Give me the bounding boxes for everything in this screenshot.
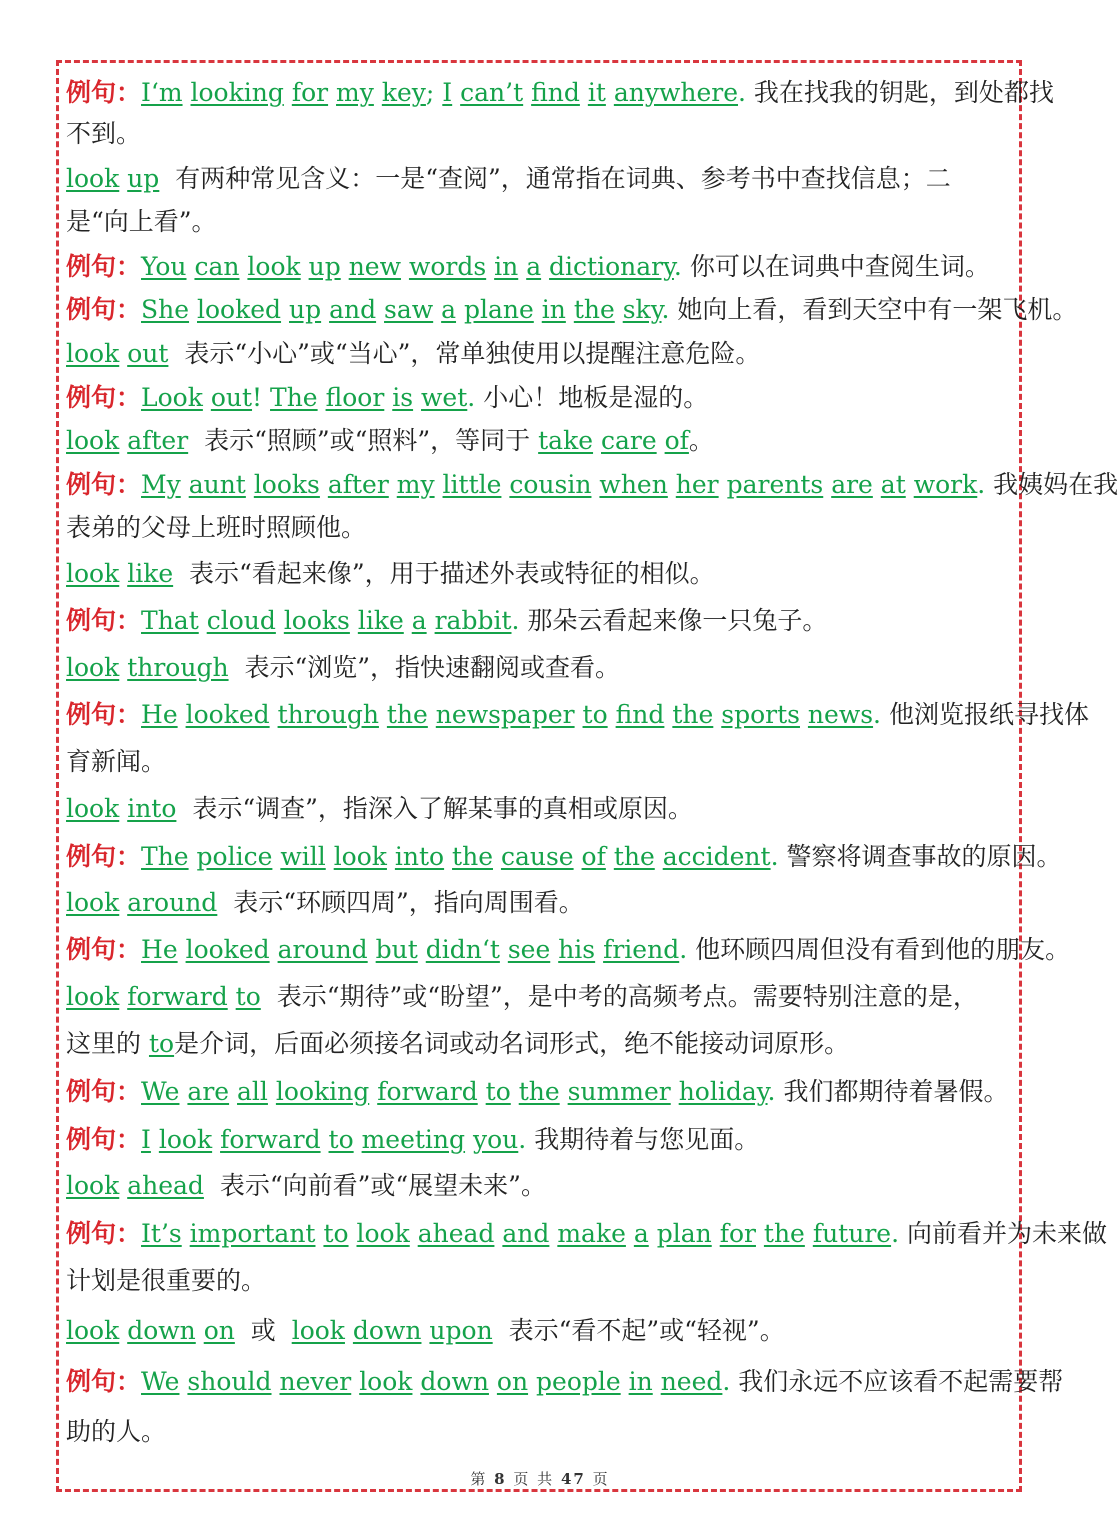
example-label: 例句： [66,295,142,324]
example-chinese: 你可以在词典中查阅生词。 [689,252,990,281]
text-line [66,1412,166,1452]
phrase-meaning: 表示“调查”，指深入了解某事的真相或原因。 [192,794,693,823]
example-chinese: 他环顾四周但没有看到他的朋友。 [695,935,1071,964]
example-english: I‘m looking for my key; I can’t find it anywhere. [141,78,746,107]
example-line [66,290,1077,330]
example-label: 例句： [66,700,142,729]
phrase-meaning: 有两种常见含义：一是“查阅”，通常指在词典、参考书中查找信息；二 [175,164,951,193]
phrase-english: look like [66,559,174,588]
phrase-meaning: 表示“看起来像”，用于描述外表或特征的相似。 [189,559,715,588]
text-chinese-end: 是介词，后面必须接名词或动名词形式，绝不能接动词原形。 [174,1029,850,1058]
phrase-english-alt: look down upon [291,1316,493,1345]
text-english-inline: to [148,1029,175,1058]
footer-page-number: 8 [494,1470,507,1488]
phrase-english: look after [66,426,189,455]
phrase-line [66,334,760,374]
example-line [66,247,990,287]
example-label: 例句： [66,252,142,281]
text-line [66,1024,849,1064]
example-english: She looked up and saw a plane in the sky. [141,295,670,324]
example-chinese: 我姨妈在我 [993,470,1118,499]
example-english: It’s important to look ahead and make a plan for the future. [141,1219,900,1248]
example-label: 例句： [66,1077,142,1106]
phrase-line [66,554,715,594]
example-english: That cloud looks like a rabbit. [141,606,520,635]
phrase-line [66,883,584,923]
example-label: 例句： [66,1219,142,1248]
footer-middle: 页 共 [513,1470,555,1488]
phrase-english: look up [66,164,160,193]
example-line [66,601,827,641]
example-line [66,465,1118,505]
phrase-line [66,648,620,688]
example-english: My aunt looks after my little cousin when her parents are at work. [141,470,986,499]
phrase-meaning: 表示“期待”或“盼望”，是中考的高频考点。需要特别注意的是， [276,982,978,1011]
continuation-text: 育新闻。 [66,747,167,776]
phrase-meaning: 表示“看不起”或“轻视”。 [508,1316,785,1345]
phrase-english: look through [66,653,229,682]
example-line [66,378,708,418]
example-english: I look forward to meeting you. [141,1125,527,1154]
phrase-meaning: 表示“环顾四周”，指向周围看。 [233,888,584,917]
phrase-meaning: 表示“向前看”或“展望未来”。 [219,1171,546,1200]
example-chinese: 我们永远不应该看不起需要帮 [738,1367,1064,1396]
example-line [66,1362,1063,1402]
example-chinese: 警察将调查事故的原因。 [786,842,1062,871]
example-chinese: 他浏览报纸寻找体 [888,700,1089,729]
example-chinese: 她向上看，看到天空中有一架飞机。 [677,295,1078,324]
phrase-line [66,421,714,461]
example-chinese: 向前看并为未来做 [906,1219,1107,1248]
example-label: 例句： [66,606,142,635]
phrase-line [66,1166,546,1206]
example-label: 例句： [66,78,142,107]
example-label: 例句： [66,470,142,499]
example-line [66,695,1089,735]
phrase-line [66,977,978,1017]
example-line [66,837,1062,877]
text-line [66,1261,266,1301]
continuation-text: 不到。 [66,119,142,148]
example-label: 例句： [66,1367,142,1396]
text-line [66,742,166,782]
text-line [66,508,366,548]
example-english: We are all looking forward to the summer holiday. [141,1077,776,1106]
phrase-meaning: 表示“小心”或“当心”，常单独使用以提醒注意危险。 [184,339,761,368]
phrase-line [66,789,693,829]
example-chinese: 小心！地板是湿的。 [483,383,709,412]
footer-prefix: 第 [470,1470,488,1488]
example-label: 例句： [66,1125,142,1154]
continuation-text: 表弟的父母上班时照顾他。 [66,513,367,542]
example-chinese: 我期待着与您见面。 [534,1125,760,1154]
example-chinese: 我在找我的钥匙，到处都找 [753,78,1054,107]
example-english: He looked through the newspaper to find the sports news. [141,700,881,729]
phrase-english: look ahead [66,1171,204,1200]
example-english: You can look up new words in a dictionary. [141,252,682,281]
phrase-meaning: 表示“浏览”，指快速翻阅或查看。 [244,653,621,682]
example-label: 例句： [66,842,142,871]
phrase-line [66,1311,785,1351]
footer-total-pages: 47 [560,1470,586,1488]
example-chinese: 我们都期待着暑假。 [783,1077,1009,1106]
example-line [66,1120,759,1160]
phrase-english: look out [66,339,169,368]
text-line [66,202,217,242]
example-chinese: 那朵云看起来像一只兔子。 [527,606,828,635]
example-english: He looked around but didn‘t see his friend. [141,935,688,964]
phrase-english: look into [66,794,177,823]
phrase-english: look down on [66,1316,235,1345]
text-line [66,114,141,154]
example-line [66,1214,1107,1254]
phrase-meaning: 表示“照顾”或“照料”，等同于 [204,426,531,455]
example-english: The police will look into the cause of the accident. [141,842,779,871]
text-chinese: 这里的 [66,1029,142,1058]
phrase-line [66,159,951,199]
page-footer [0,1468,1080,1489]
footer-suffix: 页 [592,1470,610,1488]
example-label: 例句： [66,383,142,412]
phrase-english: look forward to [66,982,261,1011]
example-line [66,73,1054,113]
phrase-english-inline: take care of [538,426,689,455]
phrase-meaning-end: 。 [688,426,714,455]
example-english: Look out! The floor is wet. [141,383,476,412]
continuation-text: 是“向上看”。 [66,207,217,236]
example-label: 例句： [66,935,142,964]
phrase-connector: 或 [250,1316,276,1345]
continuation-text: 计划是很重要的。 [66,1266,267,1295]
example-line [66,1072,1008,1112]
example-english: We should never look down on people in need. [141,1367,731,1396]
phrase-english: look around [66,888,218,917]
continuation-text: 助的人。 [66,1417,167,1446]
example-line [66,930,1070,970]
